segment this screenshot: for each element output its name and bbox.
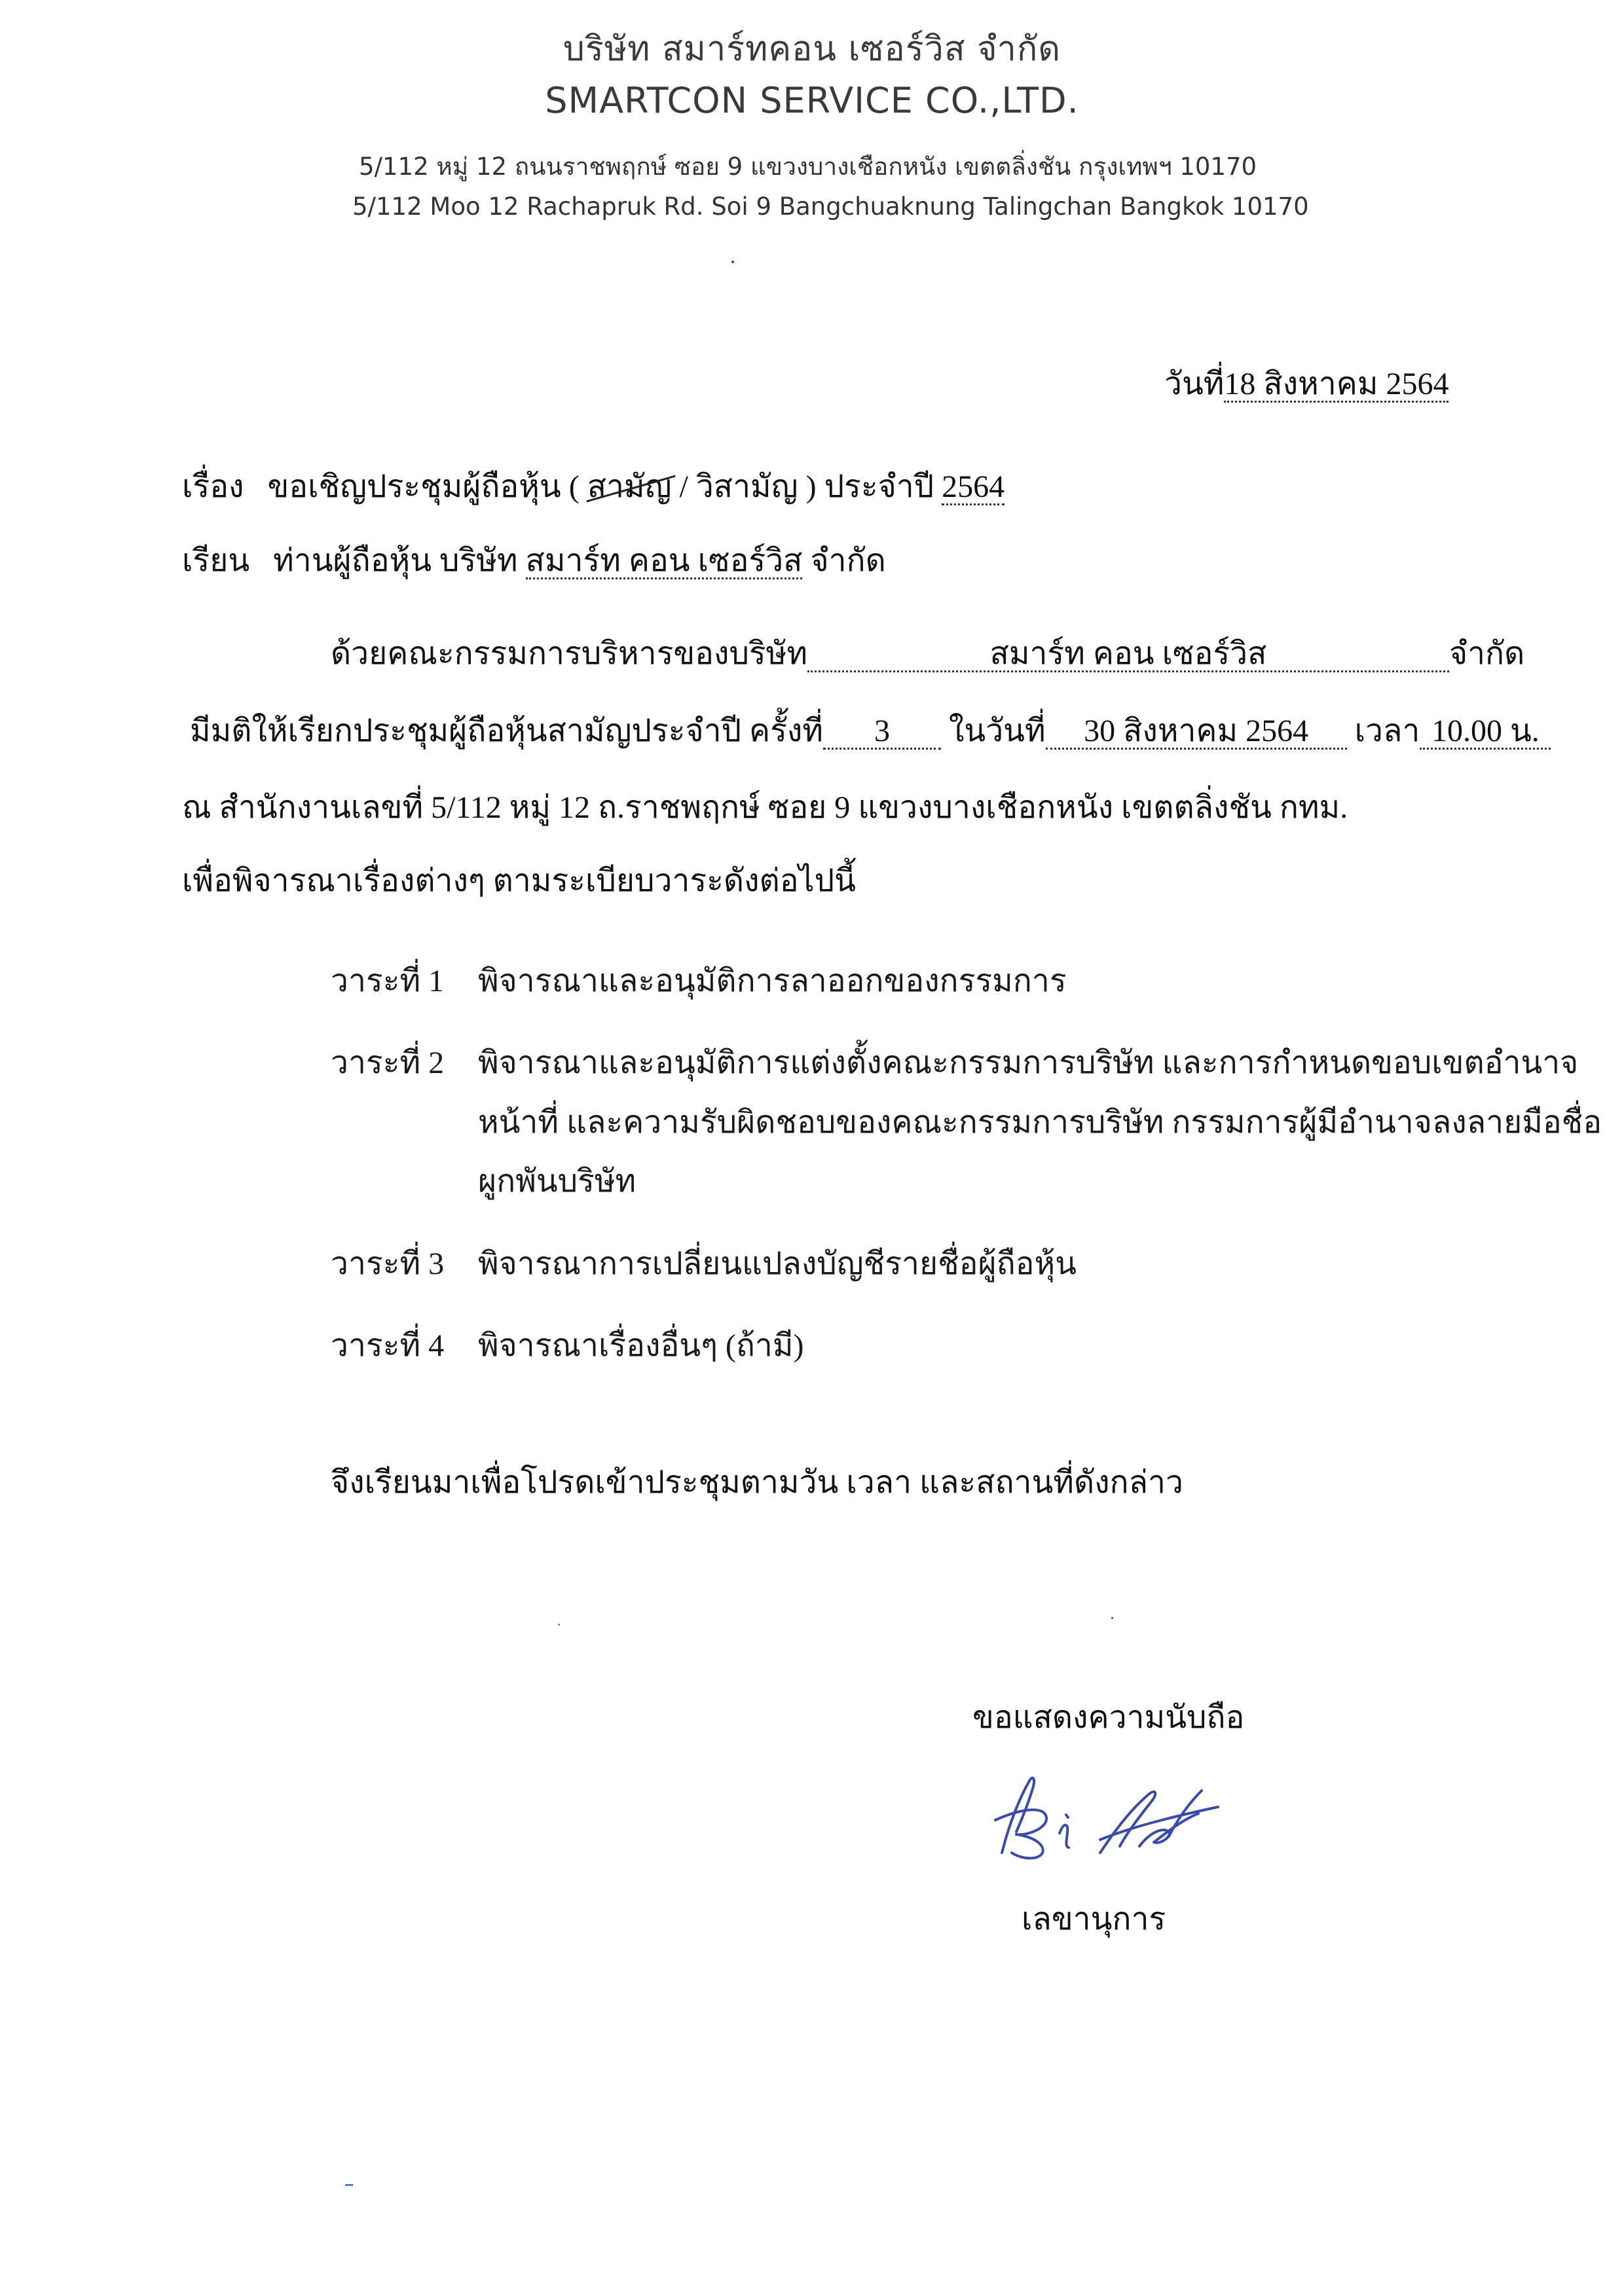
date-label: วันที่	[1164, 367, 1225, 401]
scan-speck	[558, 1624, 560, 1626]
company-address-thai: 5/112 หมู่ 12 ถนนราชพฤกษ์ ซอย 9 แขวงบางเชือกหนัง เขตตลิ่งชัน กรุงเทพฯ 10170	[359, 153, 1257, 181]
meeting-time-label: เวลา	[1354, 714, 1420, 748]
agenda-2-text-line-2: หน้าที่ และความรับผิดชอบของคณะกรรมการบริษัท กรรมการผู้มีอำนาจลงลายมือชื่อ	[478, 1105, 1602, 1140]
subject-text-after: ) ประจำปี	[805, 469, 934, 504]
meeting-venue: ณ สำนักงานเลขที่ 5/112 หมู่ 12 ถ.ราชพฤกษ์ ซอย 9 แขวงบางเชือกหนัง เขตตลิ่งชัน กทม.	[182, 790, 1348, 825]
regards-text: ขอแสดงความนับถือ	[972, 1700, 1245, 1735]
subject-text-before: ขอเชิญประชุมผู้ถือหุ้น (	[267, 469, 580, 504]
meeting-date: 30 สิงหาคม 2564	[1046, 715, 1347, 750]
meeting-time: 10.00 น.	[1420, 715, 1551, 750]
company-name-thai: บริษัท สมาร์ทคอน เซอร์วิส จำกัด	[563, 29, 1061, 69]
scan-speck	[1111, 1617, 1113, 1619]
subject-line	[182, 462, 1005, 511]
paragraph-line-1	[331, 629, 1525, 678]
signatory-title: เลขานุการ	[1022, 1902, 1166, 1937]
meeting-number: 3	[823, 715, 941, 750]
agenda-3-text: พิจารณาการเปลี่ยนแปลงบัญชีรายชื่อผู้ถือหุ้น	[478, 1247, 1077, 1281]
paragraph-prefix: ด้วยคณะกรรมการบริหารของบริษัท	[331, 636, 807, 671]
agenda-intro: เพื่อพิจารณาเรื่องต่างๆ ตามระเบียบวาระดังต่อไปนี้	[182, 864, 856, 898]
recipient-label: เรียน	[182, 543, 250, 578]
agenda-2-label: วาระที่ 2	[331, 1046, 445, 1080]
subject-year: 2564	[942, 471, 1005, 505]
recipient-text: ท่านผู้ถือหุ้น บริษัท	[273, 543, 518, 578]
company-address-english: 5/112 Moo 12 Rachapruk Rd. Soi 9 Bangchuaknung Talingchan Bangkok 10170	[352, 192, 1309, 221]
agenda-4-label: วาระที่ 4	[331, 1328, 445, 1363]
meeting-resolution-text: มีมติให้เรียกประชุมผู้ถือหุ้นสามัญประจำปี ครั้งที่	[190, 714, 823, 748]
agenda-1-text: พิจารณาและอนุมัติการลาออกของกรรมการ	[478, 964, 1067, 998]
recipient-company: สมาร์ท คอน เซอร์วิส	[526, 545, 803, 579]
subject-separator: /	[671, 469, 696, 504]
signature	[982, 1755, 1244, 1866]
closing-text: จึงเรียนมาเพื่อโปรดเข้าประชุมตามวัน เวลา และสถานที่ดังกล่าว	[331, 1465, 1183, 1500]
subject-struck-option: สามัญ	[587, 462, 672, 511]
scan-speck	[345, 2184, 353, 2186]
agenda-2-text-line-3: ผูกพันบริษัท	[478, 1164, 637, 1199]
paragraph-company: สมาร์ท คอน เซอร์วิส	[807, 638, 1449, 672]
recipient-suffix: จำกัด	[810, 543, 886, 578]
agenda-3-label: วาระที่ 3	[331, 1247, 445, 1281]
recipient-line	[182, 536, 886, 585]
paragraph-line-2	[190, 706, 1551, 756]
date-value: 18 สิงหาคม 2564	[1224, 368, 1449, 403]
agenda-2-text-line-1: พิจารณาและอนุมัติการแต่งตั้งคณะกรรมการบริษัท และการกำหนดขอบเขตอำนาจ	[478, 1046, 1579, 1080]
scan-speck	[731, 261, 734, 263]
agenda-1-label: วาระที่ 1	[331, 964, 445, 998]
company-name-english: SMARTCON SERVICE CO.,LTD.	[545, 80, 1079, 121]
subject-label: เรื่อง	[182, 469, 244, 504]
subject-kept-option: วิสามัญ	[695, 469, 798, 504]
letter-date	[1164, 359, 1449, 409]
agenda-4-text: พิจารณาเรื่องอื่นๆ (ถ้ามี)	[478, 1328, 804, 1363]
paragraph-suffix: จำกัด	[1449, 636, 1525, 671]
meeting-date-label: ในวันที่	[948, 714, 1046, 748]
